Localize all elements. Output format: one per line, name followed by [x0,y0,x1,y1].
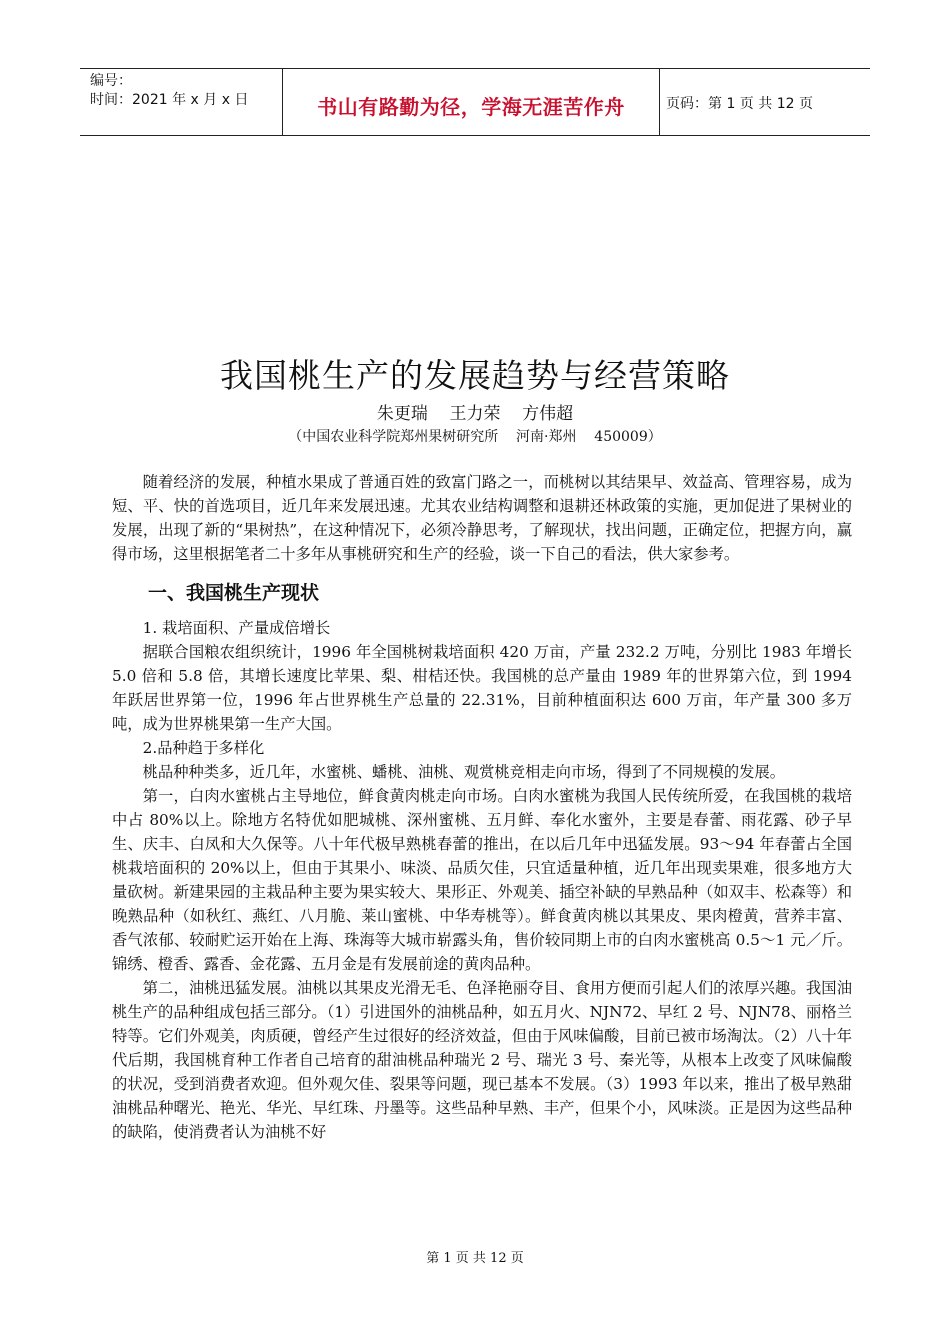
intro-paragraph: 随着经济的发展，种植水果成了普通百姓的致富门路之一，而桃树以其结果早、效益高、管理容易，成为短、平、快的首选项目，近几年来发展迅速。尤其农业结构调整和退耕还林政策的实施，更加促进了果树业的发展，出现了新的“果树热”，在这种情况下，必须冷静思考，了解现状，找出问题，正确定位，把握方向，赢得市场，这里根据笔者二十多年从事桃研究和生产的经验，谈一下自己的看法，供大家参考。 [112,473,852,563]
page-footer: 第 1 页 共 12 页 [426,1251,524,1266]
article-affiliation: （中国农业科学院郑州果树研究所 河南·郑州 450009） [288,429,662,445]
page-header [80,68,870,136]
paragraph-2: 桃品种种类多，近几年，水蜜桃、蟠桃、油桃、观赏桃竞相走向市场，得到了不同规模的发展。 [142,763,786,781]
time-label: 时间：2021 年 x 月 x 日 [90,92,249,108]
header-meta [80,69,282,135]
header-motto-cell [282,69,660,135]
article-body [112,470,852,1144]
header-page-label: 页码：第 1 页 共 12 页 [666,96,813,112]
section-heading: 一、我国桃生产现状 [148,582,320,604]
subheading-1: 1. 栽培面积、产量成倍增长 [142,619,331,637]
paragraph-4: 第二，油桃迅猛发展。油桃以其果皮光滑无毛、色泽艳丽夺目、食用方便而引起人们的浓厚兴趣。我国油桃生产的品种组成包括三部分。（1）引进国外的油桃品种，如五月火、NJN72、早红 2 号、NJN78、丽格兰特等。它们外观美，肉质硬，曾经产生过很好的经济效益，但由于风味偏酸，目前已被市场淘汰。（2）八十年代后期，我国桃育种工作者自己培育的甜油桃品种瑞光 2 号、瑞光 3 号、秦光等，从根本上改变了风味偏酸的状况，受到消费者欢迎。但外观欠佳、裂果等问题，现已基本不发展。（3）1993 年以来，推出了极早熟甜油桃品种曙光、艳光、华光、早红珠、丹墨等。这些品种早熟、丰产，但果个小，风味淡。正是因为这些品种的缺陷，使消费者认为油桃不好 [112,979,852,1141]
paragraph-1: 据联合国粮农组织统计，1996 年全国桃树栽培面积 420 万亩，产量 232.2 万吨，分别比 1983 年增长 5.0 倍和 5.8 倍，其增长速度比苹果、梨、柑桔还快。我国桃的总产量由 1989 年的世界第六位，到 1994 年跃居世界第一位，1996 年占世界桃生产总量的 22.31%，目前种植面积达 600 万亩，年产量 300 多万吨，成为世界桃果第一生产大国。 [112,643,852,733]
subheading-2: 2.品种趋于多样化 [142,739,265,757]
article-authors: 朱更瑞 王力荣 方伟超 [376,404,574,424]
motto: 书山有路勤为径，学海无涯苦作舟 [317,95,625,119]
paragraph-3: 第一，白肉水蜜桃占主导地位，鲜食黄肉桃走向市场。白肉水蜜桃为我国人民传统所爱，在我国桃的栽培中占 80%以上。除地方名特优如肥城桃、深州蜜桃、五月鲜、奉化水蜜外，主要是春蕾、雨花露、砂子早生、庆丰、白凤和大久保等。八十年代极早熟桃春蕾的推出，在以后几年中迅猛发展。93～94 年春蕾占全国桃栽培面积的 20%以上，但由于其果小、味淡、品质欠佳，只宜适量种植，近几年出现卖果难，很多地方大量砍树。新建果园的主栽品种主要为果实较大、果形正、外观美、插空补缺的早熟品种（如双丰、松森等）和晚熟品种（如秋红、燕红、八月脆、莱山蜜桃、中华寿桃等）。鲜食黄肉桃以其果皮、果肉橙黄，营养丰富、香气浓郁、较耐贮运开始在上海、珠海等大城市崭露头角，售价较同期上市的白肉水蜜桃高 0.5～1 元／斤。锦绣、橙香、露香、金花露、五月金是有发展前途的黄肉品种。 [112,787,852,973]
number-label: 编号： [90,73,132,89]
article-title: 我国桃生产的发展趋势与经营策略 [220,356,730,395]
